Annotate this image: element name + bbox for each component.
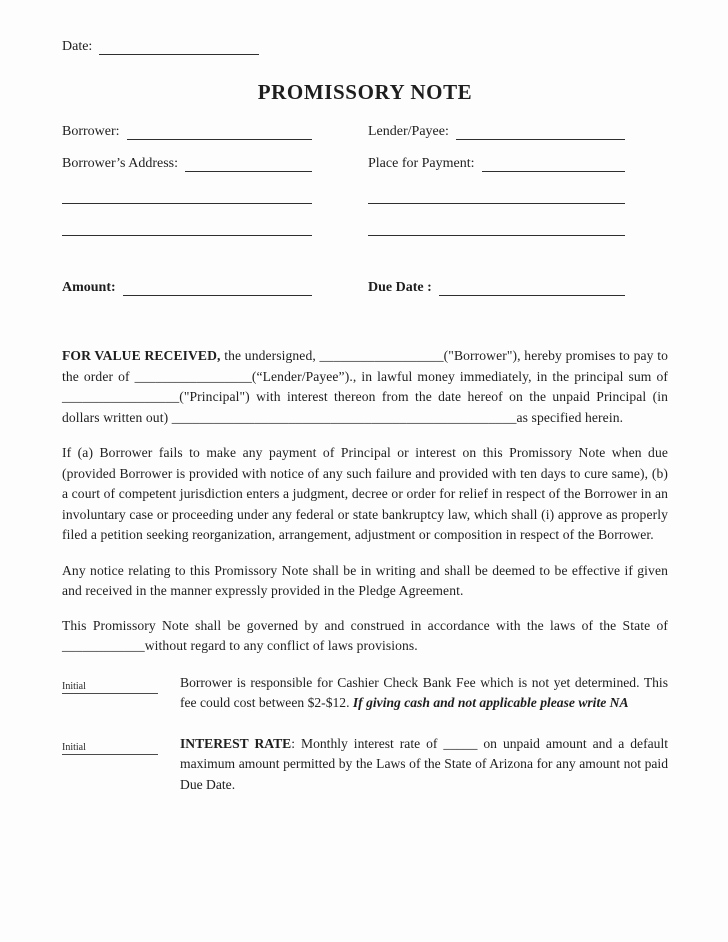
paragraph-notice-clause: Any notice relating to this Promissory Note shall be in writing and shall be deemed to be effective if given and received in the manner expressly provided in the Pledge Agreement. xyxy=(62,562,668,598)
borrower-address-blank-line xyxy=(185,158,312,172)
borrower-blank-line xyxy=(127,126,312,140)
paragraph-default-clause: If (a) Borrower fails to make any payment of Principal or interest on this Promissory Note when due (provided Borrower is provided with notice of any such failure and provided with ten days to cure same), (b) a court of competent jurisdiction enters a judgment, decree or order for relief in respect of the Borrower in an involuntary case or proceeding under any federal or state bankruptcy law, which shall (i) approve as properly filed a petition seeking reorganization, arrangement, adjustment or composition in respect of the Borrower. xyxy=(62,445,668,542)
payment-extra-blank-line-right-1 xyxy=(368,190,625,204)
initial-label: Initial xyxy=(62,680,86,692)
payment-extra-blank-line-right-2 xyxy=(368,222,625,236)
paragraph-governing-law: This Promissory Note shall be governed by and construed in accordance with the laws of the State of ____________without regard to any conflict of laws provisions. xyxy=(62,617,668,653)
place-for-payment-label: Place for Payment: xyxy=(368,156,475,171)
interest-rate-clause xyxy=(180,734,668,796)
address-extra-blank-line-left-2 xyxy=(62,222,312,236)
borrower-label: Borrower: xyxy=(62,124,120,139)
address-extra-blank-line-left-1 xyxy=(62,190,312,204)
borrower-lender-row xyxy=(62,123,668,140)
form-fields xyxy=(62,123,668,296)
value-received-body: the undersigned, __________________("Borrower"), hereby promises to pay to the order of _________________(“Lender/Payee”)., in lawful money immediately, in the principal sum of _________________("Principal") with interest thereon from the date hereof on the unpaid Principal (in dollars written out) __________________________________________________as specified herein. xyxy=(62,348,668,425)
value-received-lead: FOR VALUE RECEIVED, xyxy=(62,348,221,363)
lender-payee-label: Lender/Payee: xyxy=(368,124,449,139)
due-date-label: Due Date : xyxy=(368,280,432,295)
bank-fee-text: Borrower is responsible for Cashier Check Bank Fee which is not yet determined. This fee could cost between $2-$12. xyxy=(180,674,668,710)
due-date-blank-line xyxy=(439,282,625,296)
interest-rate-text: : Monthly interest rate of _____ on unpaid amount and a default maximum amount permitted by the Laws of the State of Arizona for any amount not paid Due Date. xyxy=(180,735,668,792)
initial-label: Initial xyxy=(62,741,86,753)
initial-blank-line xyxy=(62,742,158,755)
initial-section-bank-fee xyxy=(62,673,668,714)
initial-column xyxy=(62,673,180,714)
bank-fee-clause xyxy=(180,673,668,714)
amount-duedate-row xyxy=(62,278,668,296)
initial-blank-line xyxy=(62,681,158,694)
interest-rate-heading: INTEREST RATE xyxy=(180,735,292,751)
date-label: Date: xyxy=(62,39,93,54)
paragraph-value-received xyxy=(62,346,668,428)
date-row xyxy=(62,38,668,55)
extra-address-row-2 xyxy=(62,219,668,236)
address-payment-row xyxy=(62,155,668,172)
date-blank-line xyxy=(99,41,259,55)
initial-section-interest-rate xyxy=(62,734,668,796)
amount-label: Amount: xyxy=(62,280,116,295)
borrower-address-label: Borrower’s Address: xyxy=(62,156,179,171)
page-title: PROMISSORY NOTE xyxy=(257,80,473,104)
amount-blank-line xyxy=(123,282,312,296)
bank-fee-emphasis: If giving cash and not applicable please write NA xyxy=(352,695,629,710)
place-for-payment-blank-line xyxy=(482,158,625,172)
initial-column xyxy=(62,734,180,796)
lender-payee-blank-line xyxy=(456,126,625,140)
extra-address-row-1 xyxy=(62,187,668,204)
